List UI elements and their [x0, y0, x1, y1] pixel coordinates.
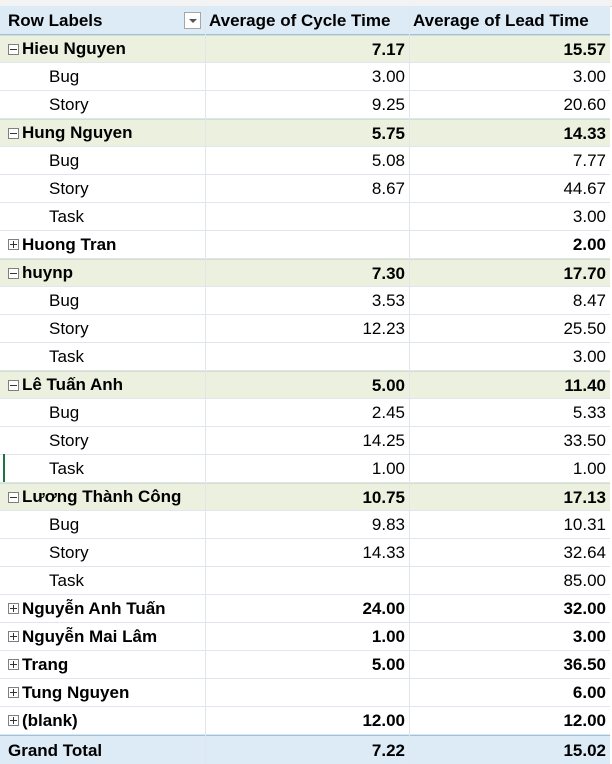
- child-lead-value: 33.50: [563, 431, 606, 450]
- grand-total-row[interactable]: [0, 735, 610, 764]
- child-label: Bug: [49, 290, 80, 310]
- column-divider: [409, 6, 410, 764]
- group-label-cell[interactable]: [0, 707, 205, 734]
- collapse-icon[interactable]: [8, 492, 19, 503]
- group-row[interactable]: [0, 119, 610, 147]
- group-row[interactable]: [0, 623, 610, 651]
- child-cycle-value: [205, 343, 409, 370]
- group-cycle-value: 12.00: [362, 711, 405, 730]
- child-row[interactable]: [0, 91, 610, 119]
- group-cycle-value: 5.00: [371, 376, 405, 395]
- child-row[interactable]: [0, 567, 610, 595]
- group-name: Tung Nguyen: [22, 682, 130, 702]
- selected-row-indicator: [3, 454, 5, 482]
- group-name: Lương Thành Công: [22, 487, 182, 506]
- grand-total-label: Grand Total: [8, 740, 103, 760]
- group-cycle-value: 10.75: [362, 488, 405, 507]
- child-lead-value: 44.67: [563, 179, 606, 198]
- group-lead-value: 6.00: [572, 683, 606, 702]
- child-label: Task: [49, 570, 84, 590]
- column-divider: [205, 6, 206, 764]
- cycle-time-header[interactable]: Average of Cycle Time: [209, 11, 391, 30]
- group-row[interactable]: [0, 259, 610, 287]
- collapse-icon[interactable]: [8, 268, 19, 279]
- child-row[interactable]: [0, 203, 610, 231]
- grand-total-lead: 15.02: [563, 741, 606, 760]
- child-label: Task: [49, 458, 84, 478]
- child-label: Story: [49, 94, 89, 114]
- group-name: (blank): [22, 710, 78, 730]
- group-lead-value: 11.40: [564, 376, 606, 395]
- group-cycle-value: 5.00: [371, 655, 405, 674]
- pivot-body: [0, 35, 610, 735]
- child-label: Story: [49, 430, 89, 450]
- pivot-header-row: [0, 6, 610, 35]
- group-row[interactable]: [0, 483, 610, 511]
- child-lead-value: 32.64: [563, 543, 606, 562]
- group-row[interactable]: [0, 231, 610, 259]
- child-row[interactable]: [0, 175, 610, 203]
- row-labels-label: Row Labels: [8, 10, 103, 30]
- child-label: Bug: [49, 402, 80, 422]
- group-row[interactable]: [0, 595, 610, 623]
- lead-time-header[interactable]: Average of Lead Time: [413, 11, 589, 30]
- child-label: Task: [49, 206, 84, 226]
- expand-icon[interactable]: [8, 631, 19, 642]
- child-lead-value: 7.77: [572, 151, 606, 170]
- group-lead-value: 3.00: [572, 627, 606, 646]
- group-lead-value: 17.13: [563, 488, 606, 507]
- child-row[interactable]: [0, 63, 610, 91]
- collapse-icon[interactable]: [8, 128, 19, 139]
- group-lead-value: 2.00: [572, 235, 606, 254]
- group-cycle-value: 7.17: [371, 40, 405, 59]
- group-row[interactable]: [0, 371, 610, 399]
- group-name: Hung Nguyen: [22, 123, 133, 142]
- group-lead-value: 32.00: [563, 599, 606, 618]
- child-row[interactable]: [0, 427, 610, 455]
- expand-icon[interactable]: [8, 659, 19, 670]
- child-row[interactable]: [0, 399, 610, 427]
- group-label-cell[interactable]: [0, 679, 205, 706]
- group-row[interactable]: [0, 651, 610, 679]
- group-lead-value: 14.33: [563, 124, 606, 143]
- child-cycle-value: 5.08: [371, 151, 405, 170]
- expand-icon[interactable]: [8, 687, 19, 698]
- group-label-cell[interactable]: [0, 595, 205, 622]
- child-lead-value: 25.50: [563, 319, 606, 338]
- group-cycle-value: [205, 231, 409, 258]
- child-cycle-value: 8.67: [371, 179, 405, 198]
- expand-icon[interactable]: [8, 715, 19, 726]
- child-cycle-value: [205, 203, 409, 230]
- child-label: Bug: [49, 150, 80, 170]
- child-lead-value: 8.47: [572, 291, 606, 310]
- child-row[interactable]: [0, 147, 610, 175]
- child-row[interactable]: [0, 315, 610, 343]
- child-cycle-value: 9.25: [371, 95, 405, 114]
- child-lead-value: 3.00: [572, 347, 606, 366]
- group-name: Huong Tran: [22, 234, 117, 254]
- grand-total-cycle: 7.22: [371, 741, 405, 760]
- group-label-cell[interactable]: [0, 260, 205, 286]
- group-name: Nguyễn Anh Tuấn: [22, 598, 166, 618]
- group-row[interactable]: [0, 35, 610, 63]
- group-cycle-value: 24.00: [362, 599, 405, 618]
- group-lead-value: 36.50: [563, 655, 606, 674]
- child-label: Bug: [49, 66, 80, 86]
- group-cycle-value: 5.75: [371, 124, 405, 143]
- group-label-cell[interactable]: [0, 372, 205, 398]
- pivot-table: [0, 6, 610, 764]
- child-row[interactable]: [0, 343, 610, 371]
- group-lead-value: 12.00: [563, 711, 606, 730]
- child-lead-value: 5.33: [572, 403, 606, 422]
- filter-dropdown-icon[interactable]: [184, 12, 201, 29]
- group-label-cell[interactable]: [0, 623, 205, 650]
- child-label: Bug: [49, 514, 80, 534]
- child-label: Story: [49, 318, 89, 338]
- child-cycle-value: 14.33: [362, 543, 405, 562]
- child-cycle-value: 12.23: [362, 319, 405, 338]
- child-lead-value: 10.31: [563, 515, 606, 534]
- child-cycle-value: 3.00: [371, 67, 405, 86]
- child-row[interactable]: [0, 287, 610, 315]
- child-label: Story: [49, 178, 89, 198]
- group-label-cell[interactable]: [0, 484, 205, 510]
- row-labels-header[interactable]: [0, 6, 205, 34]
- child-lead-value: 3.00: [572, 207, 606, 226]
- group-row[interactable]: [0, 679, 610, 707]
- child-lead-value: 20.60: [563, 95, 606, 114]
- expand-icon[interactable]: [8, 603, 19, 614]
- child-cycle-value: 1.00: [371, 459, 405, 478]
- group-lead-value: 15.57: [563, 40, 606, 59]
- group-name: Hieu Nguyen: [22, 39, 126, 58]
- group-cycle-value: 7.30: [371, 264, 405, 283]
- group-name: Lê Tuấn Anh: [22, 375, 124, 394]
- group-name: huynp: [22, 263, 73, 282]
- child-cycle-value: [205, 567, 409, 594]
- group-name: Trang: [22, 654, 69, 674]
- child-cycle-value: 9.83: [371, 515, 405, 534]
- collapse-icon[interactable]: [8, 380, 19, 391]
- group-row[interactable]: [0, 707, 610, 735]
- child-row[interactable]: [0, 511, 610, 539]
- child-lead-value: 85.00: [563, 571, 606, 590]
- child-label: Story: [49, 542, 89, 562]
- child-row[interactable]: [0, 455, 610, 483]
- child-row[interactable]: [0, 539, 610, 567]
- group-lead-value: 17.70: [563, 264, 606, 283]
- group-cycle-value: [205, 679, 409, 706]
- child-cycle-value: 3.53: [371, 291, 405, 310]
- group-label-cell[interactable]: [0, 36, 205, 62]
- child-cycle-value: 14.25: [362, 431, 405, 450]
- group-label-cell[interactable]: [0, 231, 205, 258]
- child-label: Task: [49, 346, 84, 366]
- child-lead-value: 3.00: [572, 67, 606, 86]
- group-label-cell[interactable]: [0, 651, 205, 678]
- group-name: Nguyễn Mai Lâm: [22, 626, 158, 646]
- expand-icon[interactable]: [8, 239, 19, 250]
- collapse-icon[interactable]: [8, 44, 19, 55]
- group-label-cell[interactable]: [0, 120, 205, 146]
- child-lead-value: 1.00: [572, 459, 606, 478]
- child-cycle-value: 2.45: [371, 403, 405, 422]
- group-cycle-value: 1.00: [371, 627, 405, 646]
